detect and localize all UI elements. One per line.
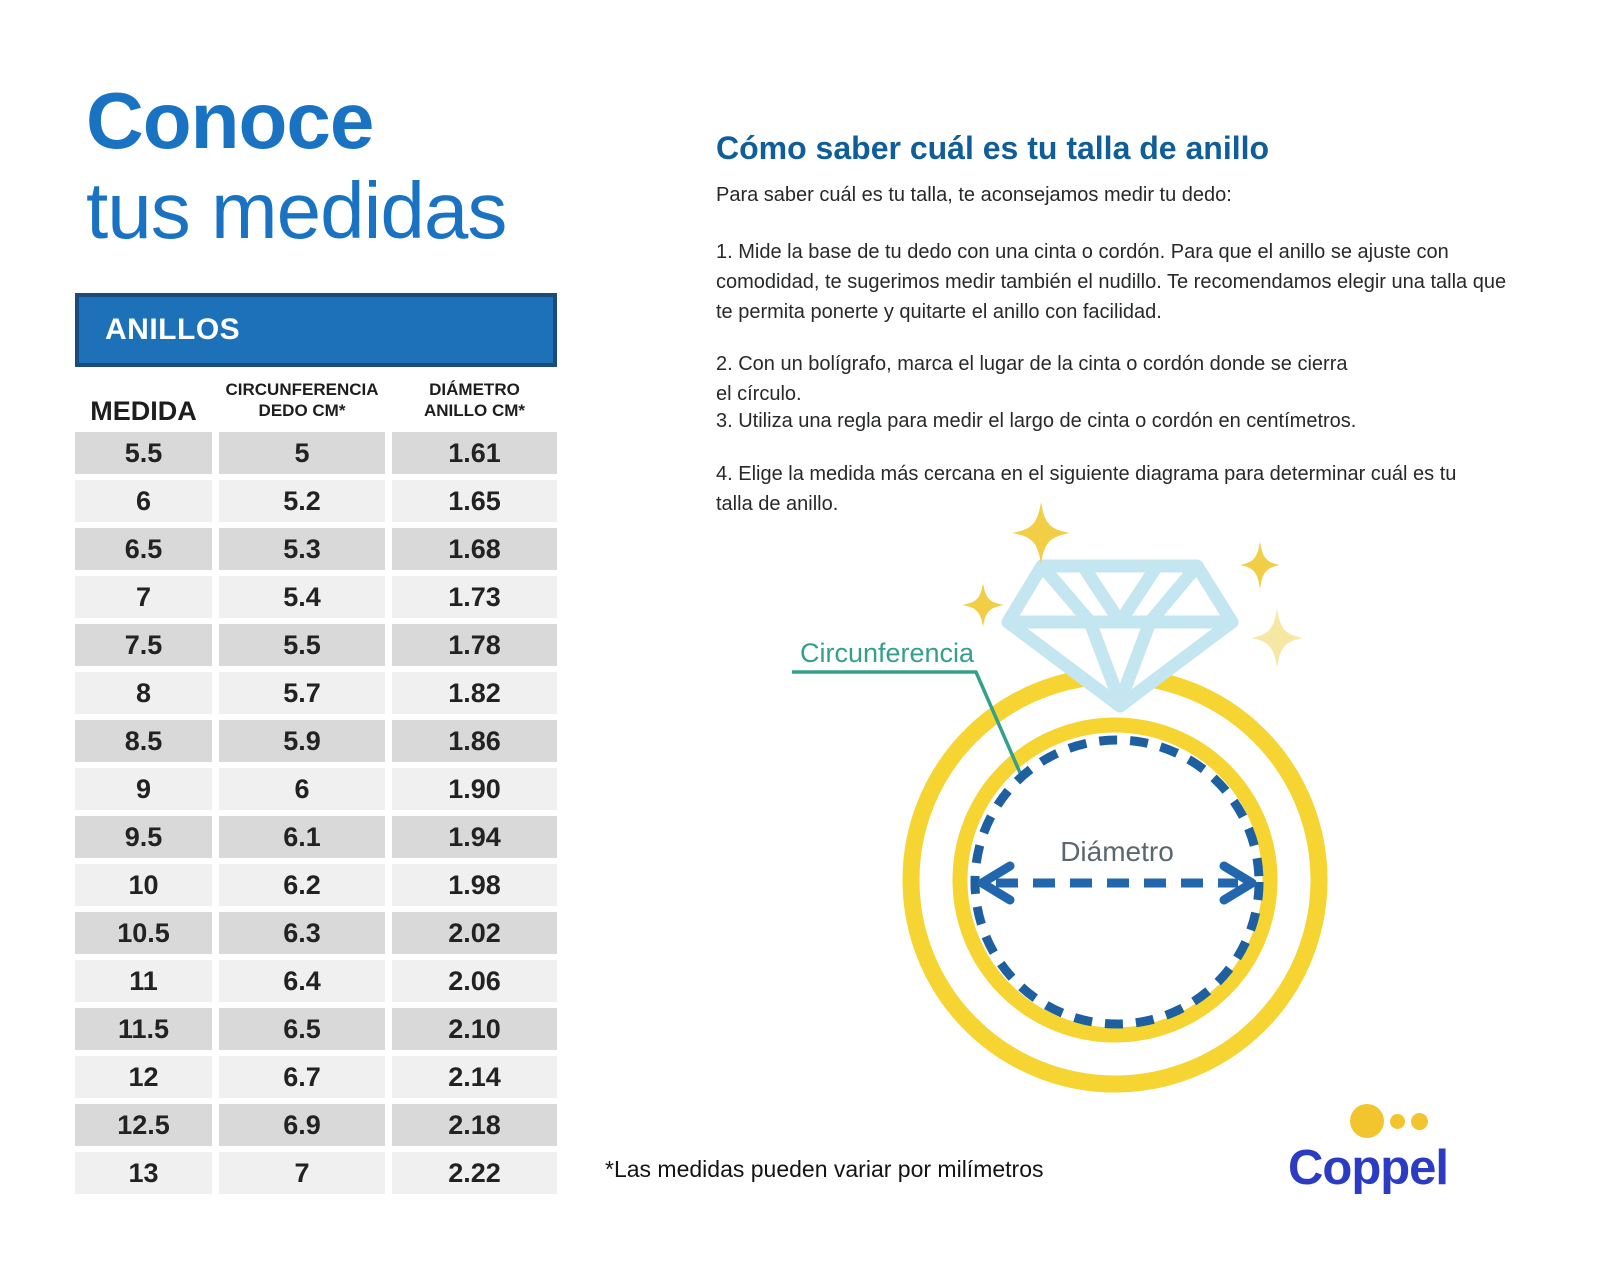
column-header-text: DEDO CM* — [258, 401, 346, 420]
instruction-step-4: 4. Elige la medida más cercana en el siguiente diagrama para determinar cuál es tu talla de anillo. — [716, 463, 1457, 515]
table-cell: 1.68 — [392, 528, 557, 570]
table-cell: 1.73 — [392, 576, 557, 618]
table-cell: 6.2 — [219, 864, 385, 906]
diameter-label: Diámetro — [1060, 836, 1174, 867]
diameter-arrow — [982, 866, 1252, 900]
page-title-line2: tus medidas — [86, 166, 507, 255]
table-cell: 6.3 — [219, 912, 385, 954]
instructions-heading: Cómo saber cuál es tu talla de anillo — [716, 130, 1270, 166]
table-row — [75, 432, 557, 474]
table-row — [75, 480, 557, 522]
ring-size-table — [75, 293, 557, 1200]
table-row — [75, 1152, 557, 1194]
table-row — [75, 720, 557, 762]
table-cell: 6.7 — [219, 1056, 385, 1098]
table-cell: 2.18 — [392, 1104, 557, 1146]
table-cell: 1.98 — [392, 864, 557, 906]
table-cell: 13 — [75, 1152, 212, 1194]
table-cell: 1.86 — [392, 720, 557, 762]
table-cell: 6.5 — [219, 1008, 385, 1050]
table-cell: 1.65 — [392, 480, 557, 522]
table-cell: 5.7 — [219, 672, 385, 714]
table-cell: 7 — [75, 576, 212, 618]
table-cell: 5 — [219, 432, 385, 474]
table-cell: 2.02 — [392, 912, 557, 954]
column-header-diametro — [392, 379, 557, 421]
table-cell: 11.5 — [75, 1008, 212, 1050]
page-title-line1: Conoce — [86, 76, 374, 165]
table-cell: 2.22 — [392, 1152, 557, 1194]
table-cell: 5.9 — [219, 720, 385, 762]
table-cell: 8.5 — [75, 720, 212, 762]
column-header-text: DIÁMETRO — [429, 380, 520, 399]
table-cell: 7 — [219, 1152, 385, 1194]
table-cell: 11 — [75, 960, 212, 1002]
table-cell: 5.5 — [219, 624, 385, 666]
sparkle-icon — [962, 583, 1004, 627]
table-banner-label: ANILLOS — [105, 313, 241, 346]
instruction-step-2: 2. Con un bolígrafo, marca el lugar de la cinta o cordón donde se cierra el círculo. — [716, 353, 1348, 405]
table-row — [75, 1056, 557, 1098]
instructions-intro: Para saber cuál es tu talla, te aconsejamos medir tu dedo: — [716, 184, 1232, 206]
table-cell: 6.5 — [75, 528, 212, 570]
table-cell: 5.4 — [219, 576, 385, 618]
circumference-label: Circunferencia — [800, 638, 975, 668]
column-header-text: ANILLO CM* — [423, 401, 526, 420]
table-cell: 2.06 — [392, 960, 557, 1002]
sparkle-icon — [1012, 502, 1070, 564]
table-cell: 6 — [75, 480, 212, 522]
table-cell: 8 — [75, 672, 212, 714]
table-cell: 6.9 — [219, 1104, 385, 1146]
table-row — [75, 816, 557, 858]
table-cell: 10.5 — [75, 912, 212, 954]
logo-dot-icon — [1411, 1113, 1428, 1130]
table-row — [75, 768, 557, 810]
table-cell: 9.5 — [75, 816, 212, 858]
table-cell: 5.5 — [75, 432, 212, 474]
table-cell: 6.4 — [219, 960, 385, 1002]
table-cell: 2.14 — [392, 1056, 557, 1098]
sparkle-icon — [1240, 541, 1280, 589]
logo-dot-icon — [1350, 1104, 1384, 1138]
instruction-step-3: 3. Utiliza una regla para medir el largo de cinta o cordón en centímetros. — [716, 410, 1357, 432]
instruction-step-1: 1. Mide la base de tu dedo con una cinta o cordón. Para que el anillo se ajuste con comodidad, te sugerimos medir también el nudillo. Te recomendamos elegir una talla que te permita ponerte y quitarte el anillo con facilidad. — [716, 241, 1507, 323]
table-cell: 12.5 — [75, 1104, 212, 1146]
table-cell: 5.2 — [219, 480, 385, 522]
table-row — [75, 960, 557, 1002]
column-header-text: MEDIDA — [90, 396, 197, 426]
table-cell: 1.90 — [392, 768, 557, 810]
column-header-medida — [75, 397, 212, 429]
table-cell: 5.3 — [219, 528, 385, 570]
table-row — [75, 1104, 557, 1146]
ring-diagram — [780, 490, 1420, 1110]
table-cell: 1.78 — [392, 624, 557, 666]
coppel-logo-dots-icon — [1350, 1104, 1448, 1138]
table-cell: 12 — [75, 1056, 212, 1098]
table-banner — [75, 293, 557, 367]
table-header-row — [75, 371, 557, 429]
table-body — [75, 432, 557, 1194]
logo-dot-icon — [1390, 1114, 1405, 1129]
table-cell: 1.82 — [392, 672, 557, 714]
sparkle-icon — [1251, 608, 1303, 668]
table-cell: 9 — [75, 768, 212, 810]
page-title — [86, 76, 506, 256]
coppel-logo — [1288, 1104, 1448, 1196]
table-row — [75, 672, 557, 714]
table-row — [75, 528, 557, 570]
table-row — [75, 912, 557, 954]
table-cell: 6.1 — [219, 816, 385, 858]
table-row — [75, 576, 557, 618]
table-cell: 2.10 — [392, 1008, 557, 1050]
table-row — [75, 624, 557, 666]
table-cell: 1.61 — [392, 432, 557, 474]
table-cell: 6 — [219, 768, 385, 810]
coppel-logo-text: Coppel — [1288, 1141, 1449, 1195]
table-row — [75, 1008, 557, 1050]
column-header-text: CIRCUNFERENCIA — [225, 380, 379, 399]
table-cell: 10 — [75, 864, 212, 906]
table-cell: 7.5 — [75, 624, 212, 666]
column-header-circunferencia — [219, 379, 385, 421]
footnote: *Las medidas pueden variar por milímetros — [605, 1156, 1044, 1182]
table-row — [75, 864, 557, 906]
table-cell: 1.94 — [392, 816, 557, 858]
